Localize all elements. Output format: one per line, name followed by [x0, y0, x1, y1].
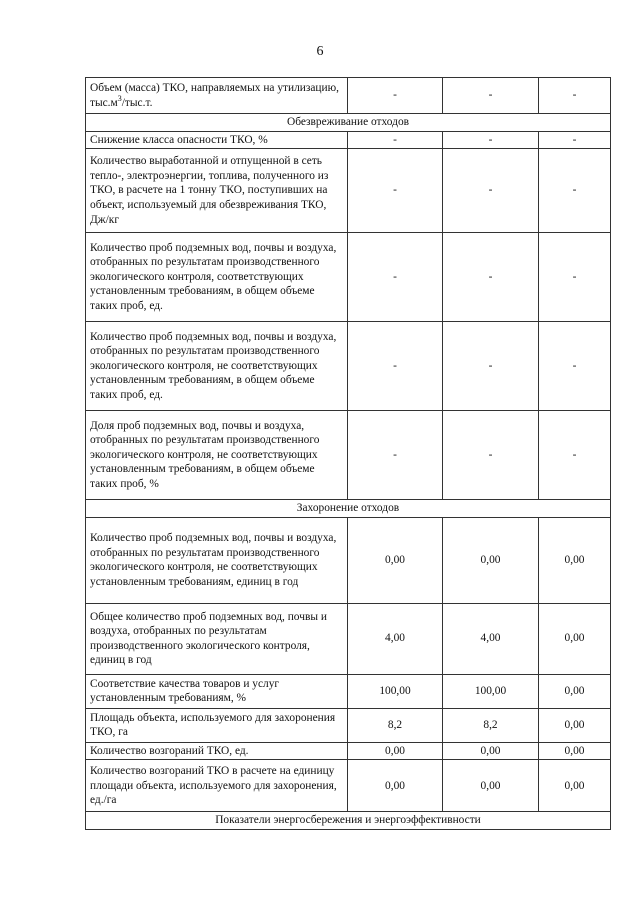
value-cell: 0,00 — [443, 742, 539, 760]
value-cell: 0,00 — [539, 674, 611, 708]
table-row — [86, 78, 611, 114]
section-row — [86, 812, 611, 830]
table-row — [86, 603, 611, 674]
value-cell: - — [539, 78, 611, 114]
table-row — [86, 708, 611, 742]
value-cell: - — [348, 233, 443, 322]
value-cell: - — [539, 131, 611, 149]
value-cell: - — [348, 411, 443, 500]
table-row — [86, 760, 611, 812]
value-cell: - — [443, 78, 539, 114]
value-cell: - — [539, 322, 611, 411]
section-title-energy: Показатели энергосбережения и энергоэффективности — [86, 812, 611, 830]
value-cell: 0,00 — [539, 742, 611, 760]
value-cell: - — [443, 411, 539, 500]
value-cell: - — [443, 233, 539, 322]
value-cell: - — [539, 233, 611, 322]
value-cell: - — [443, 149, 539, 233]
value-cell: 0,00 — [539, 517, 611, 603]
value-cell: 0,00 — [348, 760, 443, 812]
row-label: Количество проб подземных вод, почвы и воздуха, отобранных по результатам производственного экологического контроля, соответствующих установленным требованиям, в общем объеме таких проб, ед. — [86, 233, 348, 322]
value-cell: - — [443, 131, 539, 149]
value-cell: 0,00 — [539, 603, 611, 674]
value-cell: - — [348, 149, 443, 233]
section-row — [86, 500, 611, 518]
value-cell: 0,00 — [348, 517, 443, 603]
value-cell: - — [443, 322, 539, 411]
value-cell: - — [348, 322, 443, 411]
table-row — [86, 517, 611, 603]
table-row — [86, 149, 611, 233]
row-label: Объем (масса) ТКО, направляемых на утилизацию, $тыс.м^3/тыс.т$. — [86, 78, 348, 114]
value-cell: 8,2 — [348, 708, 443, 742]
value-cell: 100,00 — [348, 674, 443, 708]
page-number: 6 — [316, 44, 324, 59]
value-cell: 0,00 — [539, 708, 611, 742]
row-label: Количество выработанной и отпущенной в сеть тепло-, электроэнергии, топлива, полученного из ТКО, в расчете на 1 тонну ТКО, поступивших на объект, используемый для обезвреживания ТКО, Дж/кг — [86, 149, 348, 233]
row-label: Доля проб подземных вод, почвы и воздуха, отобранных по результатам производственного экологического контроля, не соответствующих установленным требованиям, в общем объеме таких проб, % — [86, 411, 348, 500]
value-cell: 8,2 — [443, 708, 539, 742]
table-row — [86, 742, 611, 760]
table-row — [86, 233, 611, 322]
row-label: Общее количество проб подземных вод, почвы и воздуха, отобранных по результатам производственного экологического контроля, единиц в год — [86, 603, 348, 674]
table-row — [86, 411, 611, 500]
indicators-table — [85, 77, 611, 830]
value-cell: - — [348, 131, 443, 149]
section-title-obezvr: Обезвреживание отходов — [86, 114, 611, 132]
row-label: Снижение класса опасности ТКО, % — [86, 131, 348, 149]
value-cell: 100,00 — [443, 674, 539, 708]
row-label: Количество возгораний ТКО в расчете на единицу площади объекта, используемого для захоронения, ед./га — [86, 760, 348, 812]
row-label: Количество возгораний ТКО, ед. — [86, 742, 348, 760]
value-cell: 4,00 — [348, 603, 443, 674]
table-row — [86, 322, 611, 411]
section-title-zahor: Захоронение отходов — [86, 500, 611, 518]
table-row — [86, 674, 611, 708]
value-cell: - — [348, 78, 443, 114]
value-cell: 0,00 — [539, 760, 611, 812]
value-cell: 0,00 — [443, 760, 539, 812]
section-row — [86, 114, 611, 132]
row-label: Количество проб подземных вод, почвы и воздуха, отобранных по результатам производственного экологического контроля, не соответствующих установленным требованиям, единиц в год — [86, 517, 348, 603]
row-label: Соответствие качества товаров и услуг установленным требованиям, % — [86, 674, 348, 708]
value-cell: 0,00 — [348, 742, 443, 760]
value-cell: - — [539, 149, 611, 233]
value-cell: - — [539, 411, 611, 500]
row-label: Количество проб подземных вод, почвы и воздуха, отобранных по результатам производственного экологического контроля, не соответствующих установленным требованиям, в общем объеме таких проб, ед. — [86, 322, 348, 411]
row-label: Площадь объекта, используемого для захоронения ТКО, га — [86, 708, 348, 742]
value-cell: 0,00 — [443, 517, 539, 603]
table-row — [86, 131, 611, 149]
value-cell: 4,00 — [443, 603, 539, 674]
